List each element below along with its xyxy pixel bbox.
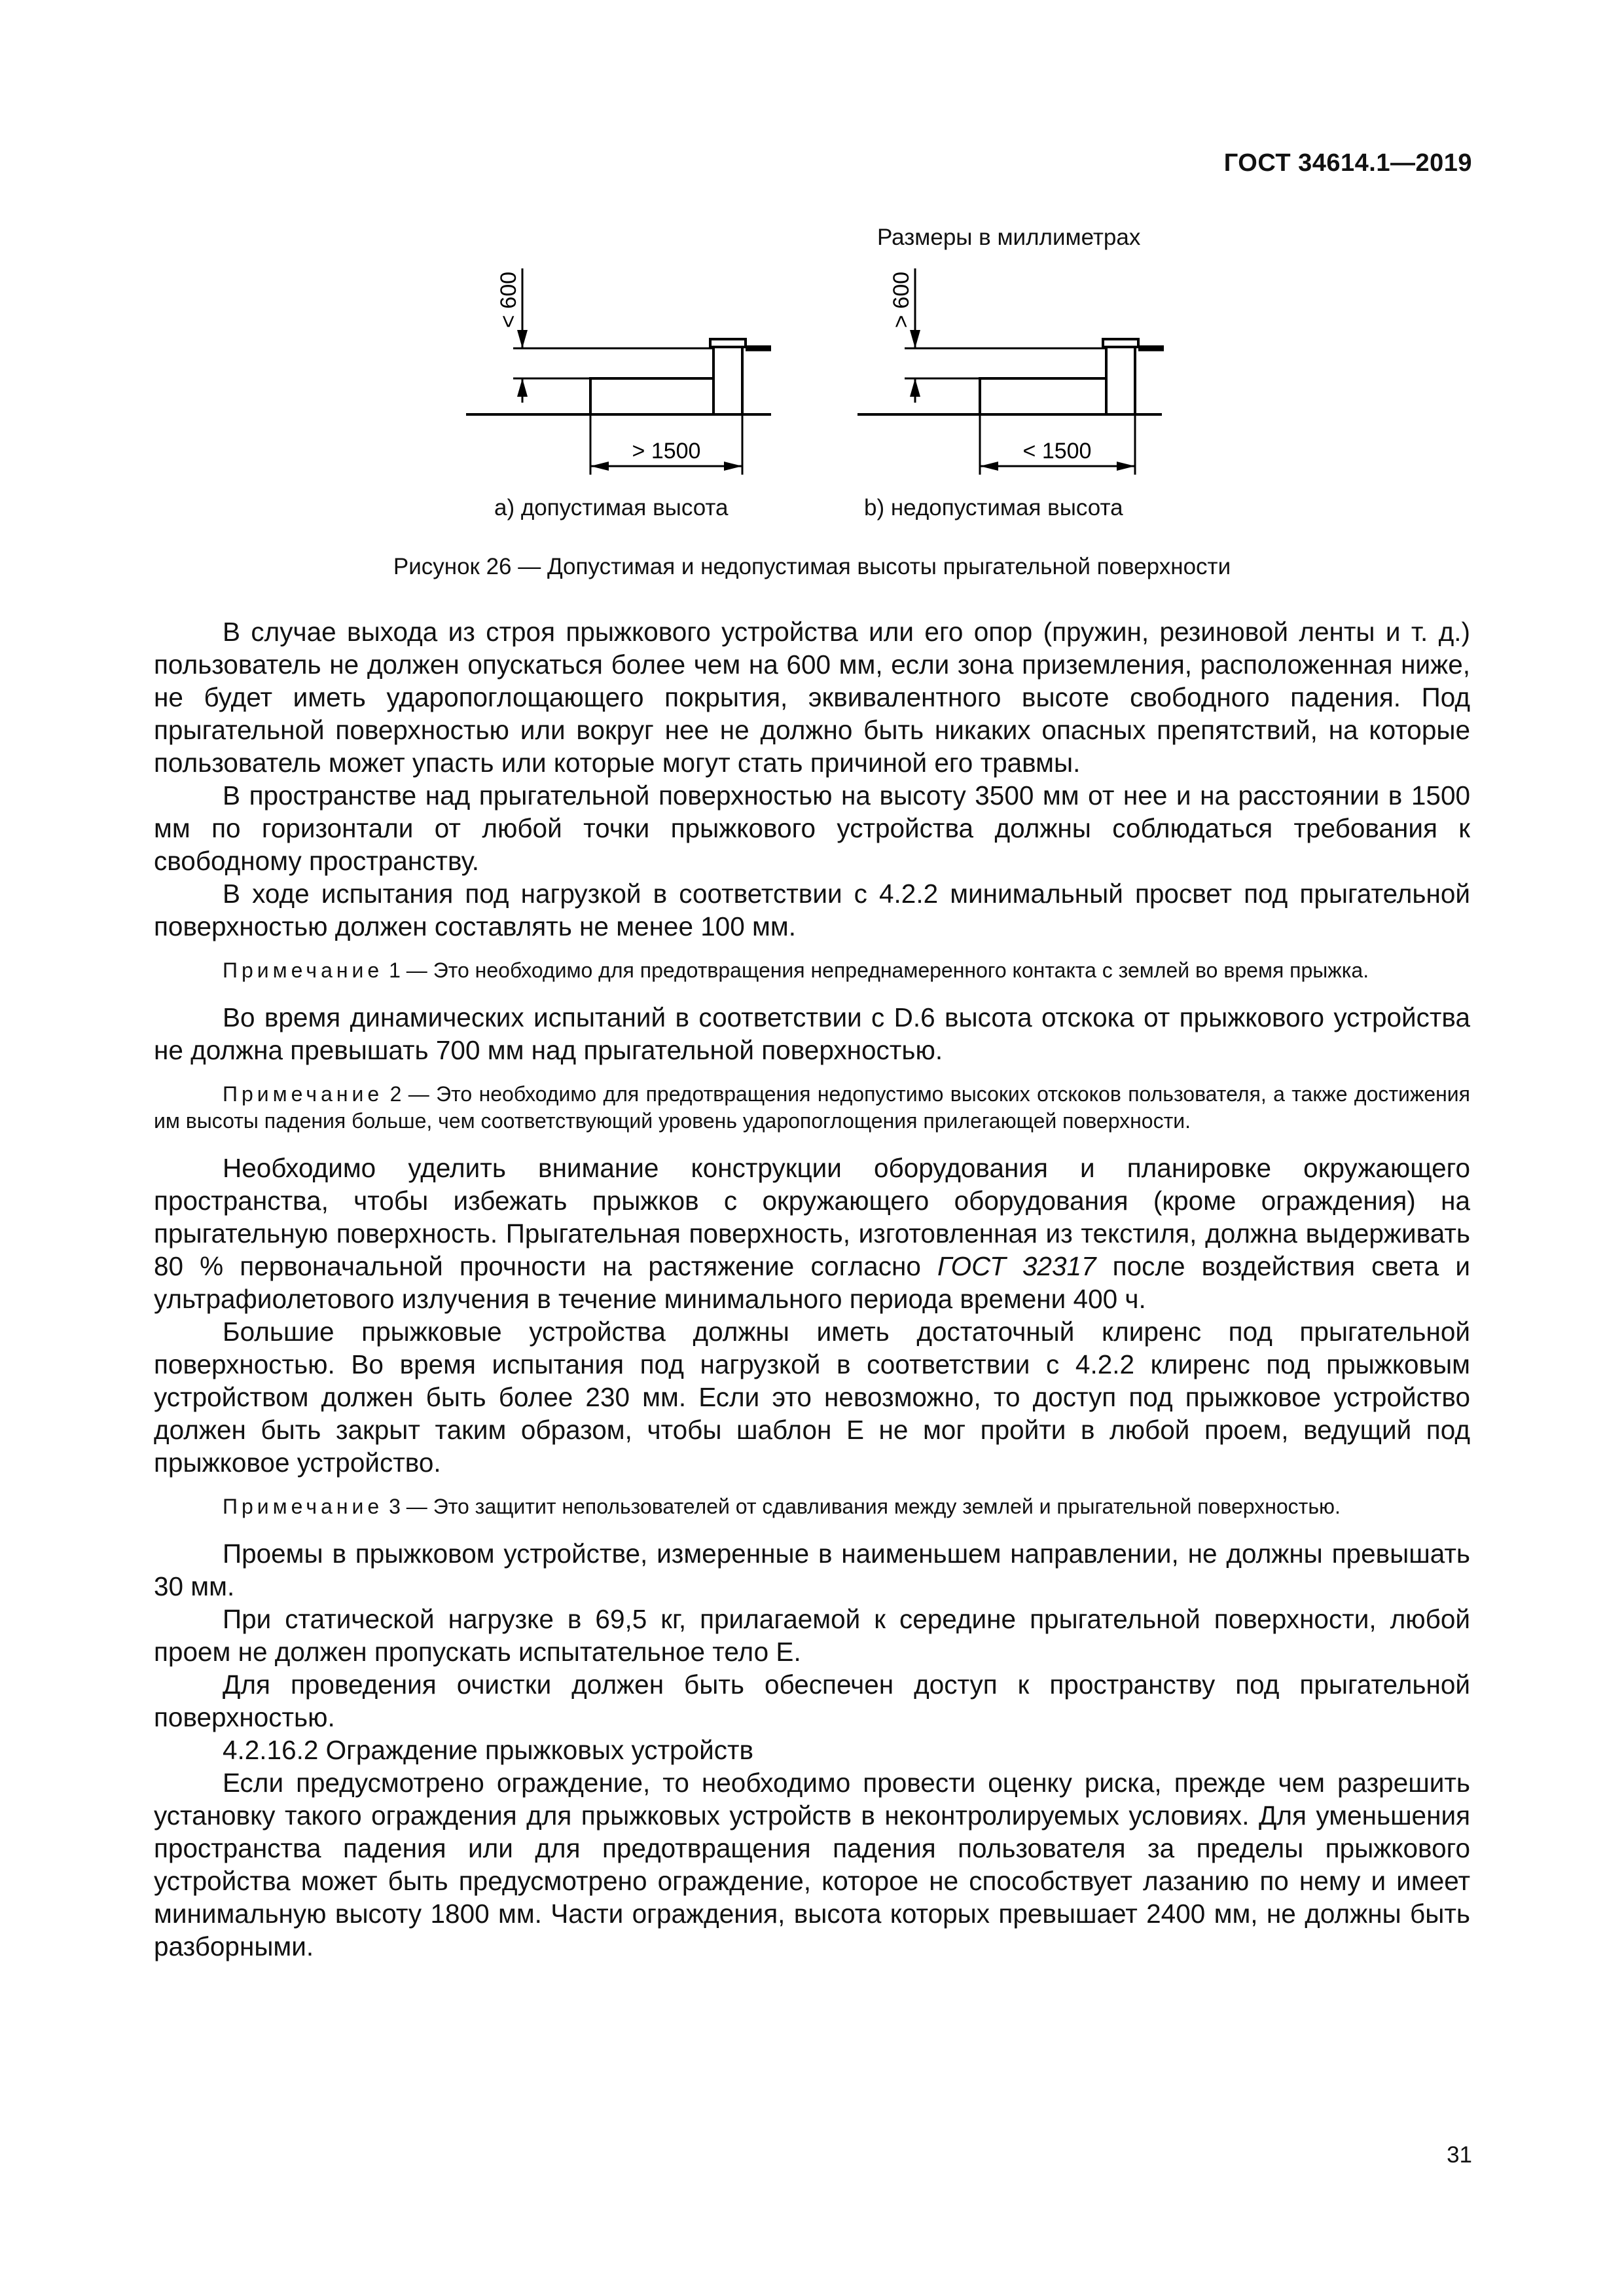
figure-b-horizontal-label: < 1500 [1022,439,1092,464]
paragraph: Во время динамических испытаний в соответствии с D.6 высота отскока от прыжкового устройства не должна превышать 700 мм над прыгательной поверхностью. [154,1002,1470,1065]
figure-a-horizontal-label: > 1500 [632,439,701,464]
document-standard-header: ГОСТ 34614.1—2019 [1223,149,1472,177]
note-text: 1 — Это необходимо для предотвращения непреднамеренного контакта с землей во время прыжка. [383,958,1369,982]
note-label: Примечание [223,958,384,982]
dimensions-note: Размеры в миллиметрах [877,225,1141,250]
paragraph: Для проведения очистки должен быть обеспечен доступ к пространству под прыгательной поверхностью. [154,1669,1470,1732]
figure-title: Рисунок 26 — Допустимая и недопустимая высоты прыгательной поверхности [393,554,1231,579]
note-label: Примечание [223,1082,384,1106]
paragraph-text: Необходимо уделить внимание конструкции оборудования и планировке окружающего пространства, чтобы избежать прыжков с окружающего оборудования (кроме ограждения) на прыгательную поверхность. Прыгательная поверхность, изготовленная из текстиля, должна выдерживать 80 % первоначальной прочности на растяжение согласно [154,1153,1470,1281]
figure-a-vertical-label: < 600 [496,271,521,329]
standard-reference: ГОСТ 32317 [937,1251,1096,1281]
paragraph: Если предусмотрено ограждение, то необходимо провести оценку риска, прежде чем разрешить установку такого ограждения для прыжковых устройств в неконтролируемых условиях. Для уменьшения пространства падения или для предотвращения падения пользователя за пределы прыжкового устройства может быть предусмотрено ограждение, которое не способствует лазанию по нему и имеет минимальную высоту 1800 мм. Части ограждения, высота которых превышает 2400 мм, не должны быть разборными. [154,1768,1470,1961]
paragraph: В случае выхода из строя прыжкового устройства или его опор (пружин, резиновой ленты и т. д.) пользователь не должен опускаться более чем на 600 мм, если зона приземления, расположенная ниже, не будет иметь ударопоглощающего покрытия, эквивалентного высоте свободного падения. Под прыгательной поверхностью или вокруг нее не должно быть никаких опасных препятствий, на которые пользователь может упасть или которые могут стать причиной его травмы. [154,617,1470,778]
figure-b-vertical-label: > 600 [889,271,914,329]
paragraph: В пространстве над прыгательной поверхностью на высоту 3500 мм от нее и на расстоянии в 1500 мм по горизонтали от любой точки прыжкового устройства должны соблюдаться требования к свободному пространству. [154,780,1470,876]
figure-a-caption: a) допустимая высота [494,495,729,520]
note-1 [154,957,1470,984]
paragraph [154,1152,1470,1315]
note-text: 3 — Это защитит непользователей от сдавливания между землей и прыгательной поверхностью. [383,1495,1341,1518]
figure-b-caption: b) недопустимая высота [864,495,1123,520]
paragraph-text: после воздействия света и ультрафиолетового излучения в течение минимального периода времени 400 ч. [154,1251,1471,1314]
document-body [154,615,1470,1963]
note-text: 2 — Это необходимо для предотвращения недопустимо высоких отскоков пользователя, а также достижения им высоты падения больше, чем соответствующий уровень ударопоглощения прилегающей поверхности. [154,1082,1470,1133]
paragraph: Проемы в прыжковом устройстве, измеренные в наименьшем направлении, не должны превышать 30 мм. [154,1539,1470,1601]
note-2 [154,1081,1470,1135]
note-label: Примечание [223,1495,384,1518]
page-number: 31 [1447,2142,1472,2168]
paragraph: При статической нагрузке в 69,5 кг, прилагаемой к середине прыгательной поверхности, любой проем не должен пропускать испытательное тело Е. [154,1604,1470,1667]
figure-a-arrows [517,330,742,471]
figure-26-diagram [0,262,1624,537]
paragraph: В ходе испытания под нагрузкой в соответствии с 4.2.2 минимальный просвет под прыгательной поверхностью должен составлять не менее 100 мм. [154,879,1470,941]
section-heading: 4.2.16.2 Ограждение прыжковых устройств [223,1735,754,1765]
paragraph: Большие прыжковые устройства должны иметь достаточный клиренс под прыгательной поверхностью. Во время испытания под нагрузкой в соответствии с 4.2.2 клиренс под прыжковым устройством должен быть более 230 мм. Если это невозможно, то доступ под прыжковое устройство должен быть закрыт таким образом, чтобы шаблон Е не мог пройти в любой проем, ведущий под прыжковое устройство. [154,1317,1470,1478]
note-3 [154,1493,1470,1520]
